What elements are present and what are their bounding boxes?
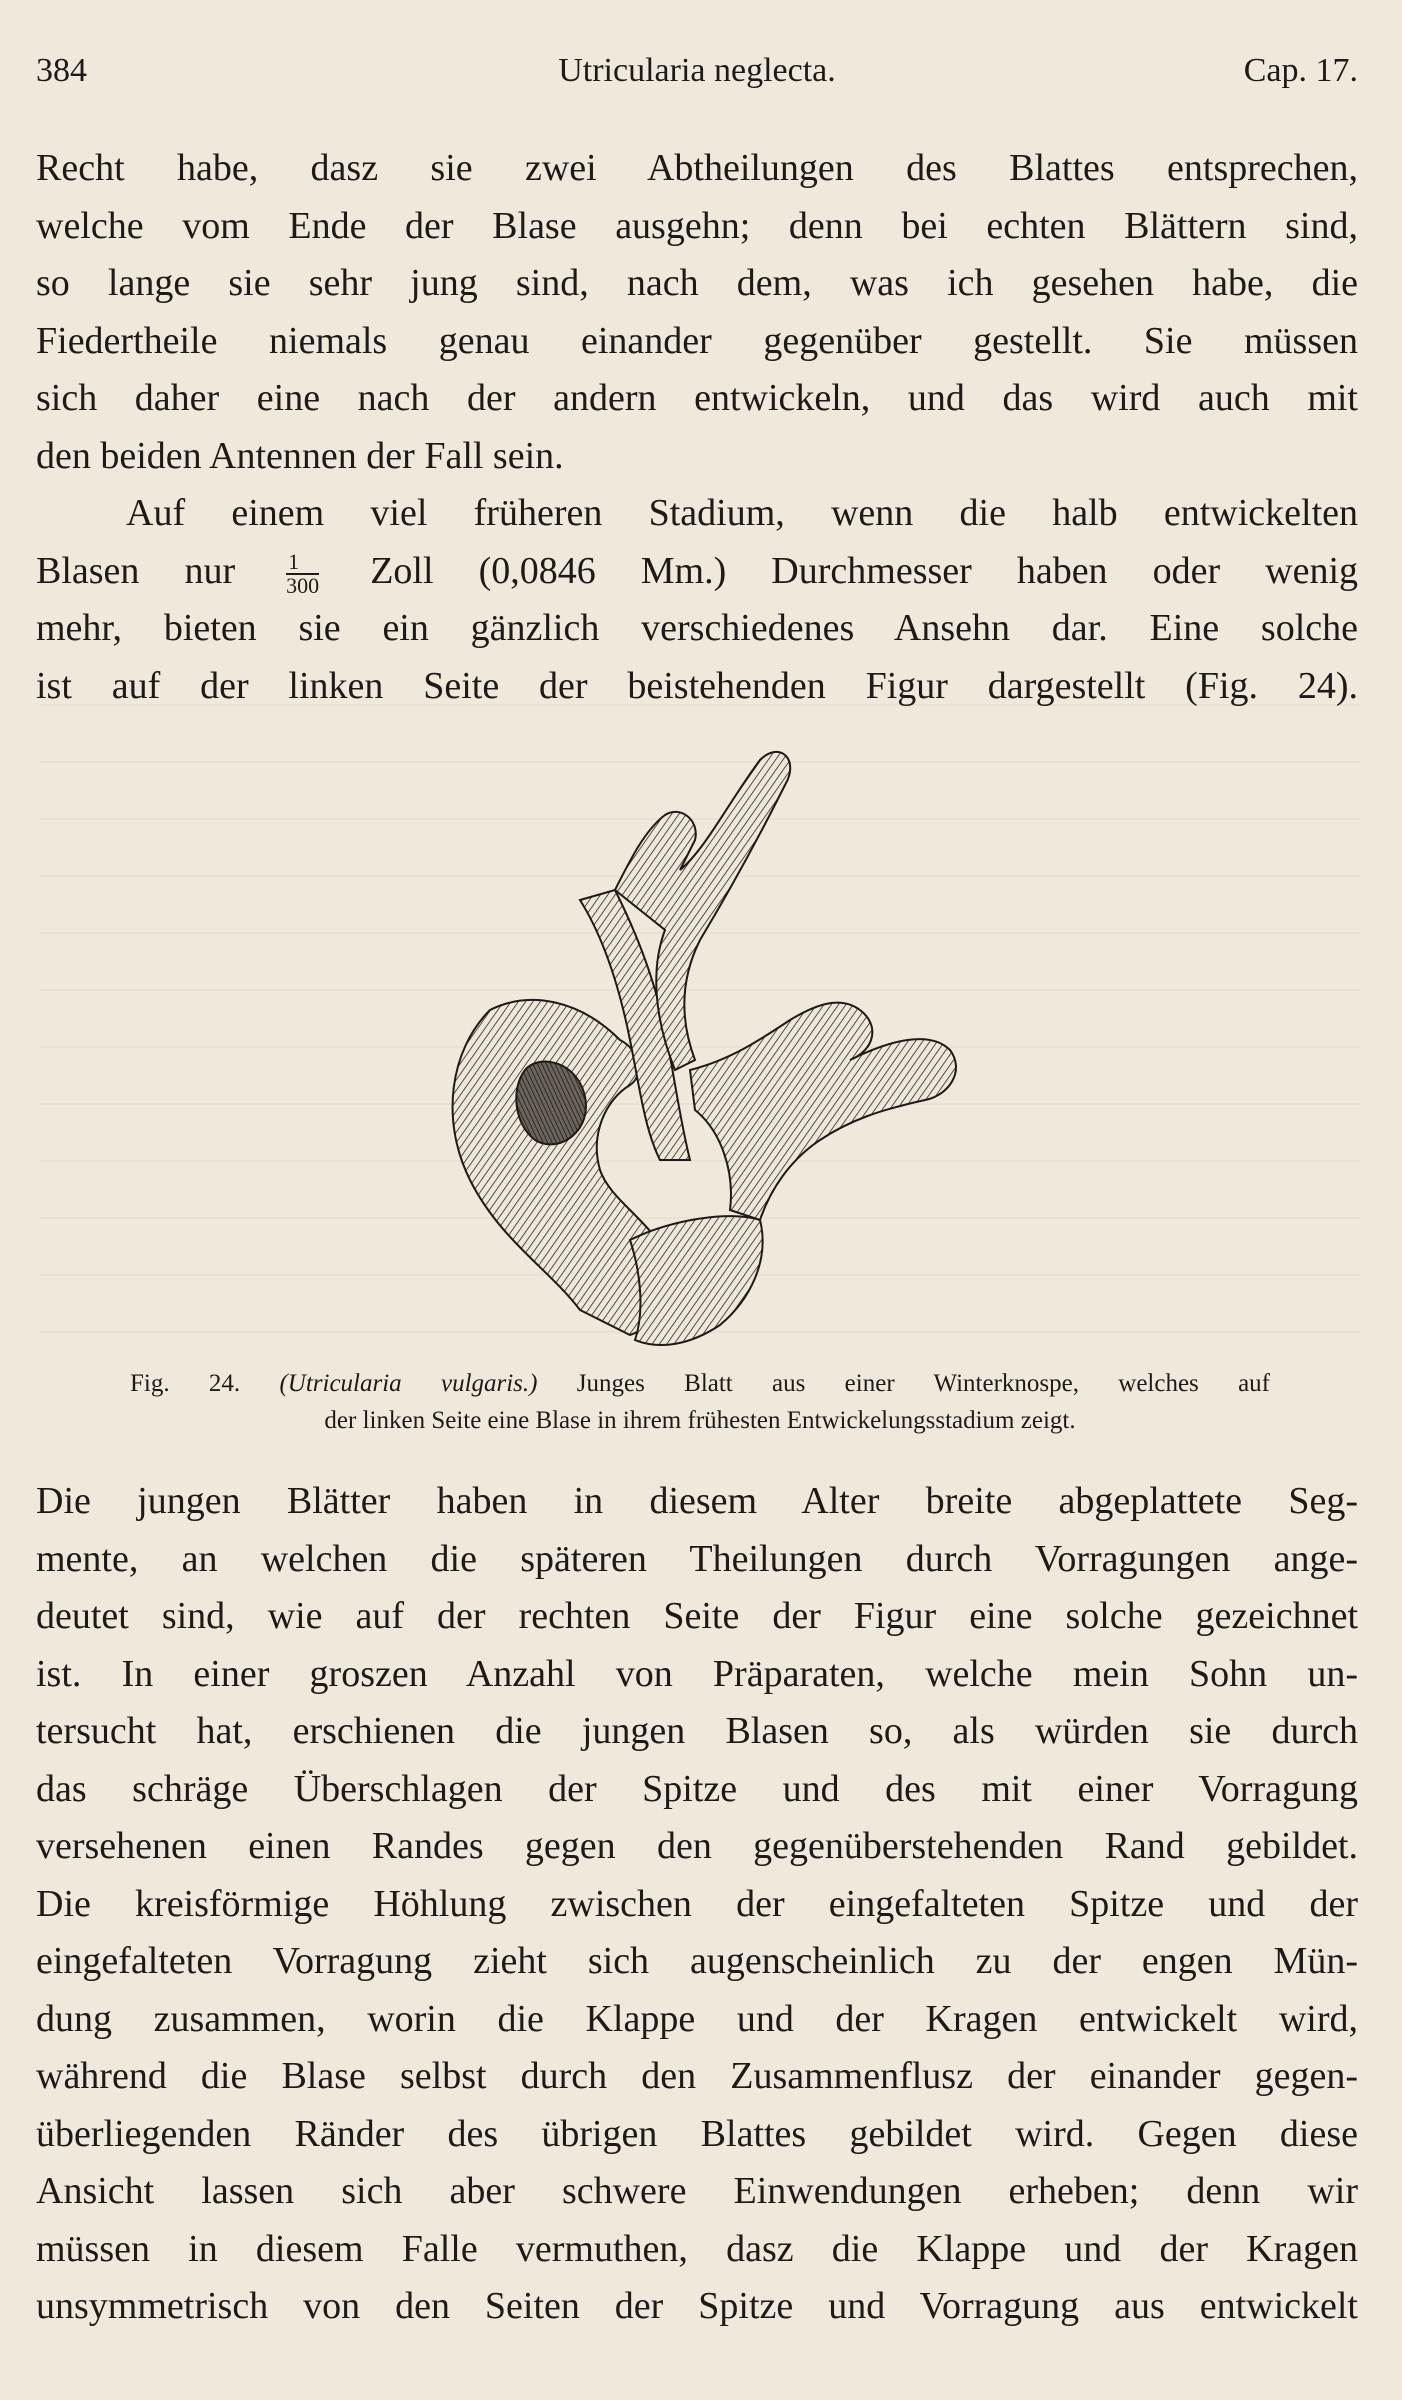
caption-label: Fig. 24. xyxy=(130,1370,241,1397)
text-line: müssen in diesem Falle vermuthen, dasz die Klappe und der Kragen xyxy=(36,2227,1358,2270)
text-line: Ansicht lassen sich aber schwere Einwendungen erheben; denn wir xyxy=(36,2170,1358,2212)
text-line: mente, an welchen die späteren Theilungen durch Vorragungen ange- xyxy=(36,1537,1358,1580)
caption-line: der linken Seite eine Blase in ihrem frühesten Entwickelungsstadium zeigt. xyxy=(324,1407,1076,1434)
text-line: Recht habe, dasz sie zwei Abtheilungen des Blattes entsprechen, xyxy=(36,147,1358,189)
text-line: dung zusammen, worin die Klappe und der Kragen entwickelt wird, xyxy=(36,1997,1358,2040)
text-line: so lange sie sehr jung sind, nach dem, was ich gesehen habe, die xyxy=(36,262,1358,304)
text-line: Die jungen Blätter haben in diesem Alter breite abgeplattete Seg- xyxy=(36,1480,1358,1522)
caption-text: Junges Blatt aus einer Winterknospe, welches auf xyxy=(576,1370,1270,1397)
text-line: deutet sind, wie auf der rechten Seite der Figur eine solche gezeichnet xyxy=(36,1595,1358,1637)
fraction-numerator: 1 xyxy=(286,551,319,575)
page-number: 384 xyxy=(36,52,87,89)
paragraph-mid xyxy=(36,485,1358,715)
text-fragment: Blasen nur xyxy=(36,549,236,592)
text-line: versehenen einen Randes gegen den gegenüberstehenden Rand gebildet. xyxy=(36,1825,1358,1867)
running-title: Utricularia neglecta. xyxy=(558,52,836,89)
figure-caption xyxy=(130,1365,1270,1439)
fraction xyxy=(286,548,320,598)
text-line: Fiedertheile niemals genau einander gegenüber gestellt. Sie müssen xyxy=(36,319,1358,362)
text-line: das schräge Überschlagen der Spitze und des mit einer Vorragung xyxy=(36,1767,1358,1810)
leaf-base xyxy=(630,1216,763,1345)
text-line: Auf einem viel früheren Stadium, wenn die halb entwickelten xyxy=(126,492,1358,534)
text-line: während die Blase selbst durch den Zusammenflusz der einander gegen- xyxy=(36,2055,1358,2097)
caption-species: (Utricularia vulgaris.) xyxy=(279,1370,538,1397)
text-line: Die kreisförmige Höhlung zwischen der eingefalteten Spitze und der xyxy=(36,1882,1358,1925)
caption-line xyxy=(130,1365,1270,1402)
chapter-label: Cap. 17. xyxy=(1243,52,1358,89)
paragraph-bottom xyxy=(36,1473,1358,2336)
text-line: überliegenden Ränder des übrigen Blattes gebildet wird. Gegen diese xyxy=(36,2112,1358,2155)
running-head xyxy=(36,52,1358,102)
text-fragment: Zoll (0,0846 Mm.) Durchmesser haben oder wenig xyxy=(370,549,1359,592)
text-line: tersucht hat, erschienen die jungen Blasen so, als würden sie durch xyxy=(36,1710,1358,1752)
leaf-segment-right xyxy=(690,1003,956,1220)
text-line: mehr, bieten sie ein gänzlich verschiedenes Ansehn dar. Eine solche xyxy=(36,607,1358,649)
text-line: sich daher eine nach der andern entwickeln, und das wird auch mit xyxy=(36,377,1358,419)
text-line-with-fraction xyxy=(36,543,1358,601)
leaf-illustration xyxy=(430,740,990,1360)
text-line: ist auf der linken Seite der beistehenden Figur dargestellt (Fig. 24). xyxy=(36,664,1358,707)
text-line: welche vom Ende der Blase ausgehn; denn bei echten Blättern sind, xyxy=(36,204,1358,247)
text-line: den beiden Antennen der Fall sein. xyxy=(36,434,564,477)
text-line: unsymmetrisch von den Seiten der Spitze und Vorragung aus entwickelt xyxy=(36,2285,1358,2327)
text-line: eingefalteten Vorragung zieht sich augenscheinlich zu der engen Mün- xyxy=(36,1940,1358,1982)
paragraph-top xyxy=(36,140,1358,485)
text-line: ist. In einer groszen Anzahl von Präparaten, welche mein Sohn un- xyxy=(36,1652,1358,1695)
fraction-denominator: 300 xyxy=(286,572,320,598)
